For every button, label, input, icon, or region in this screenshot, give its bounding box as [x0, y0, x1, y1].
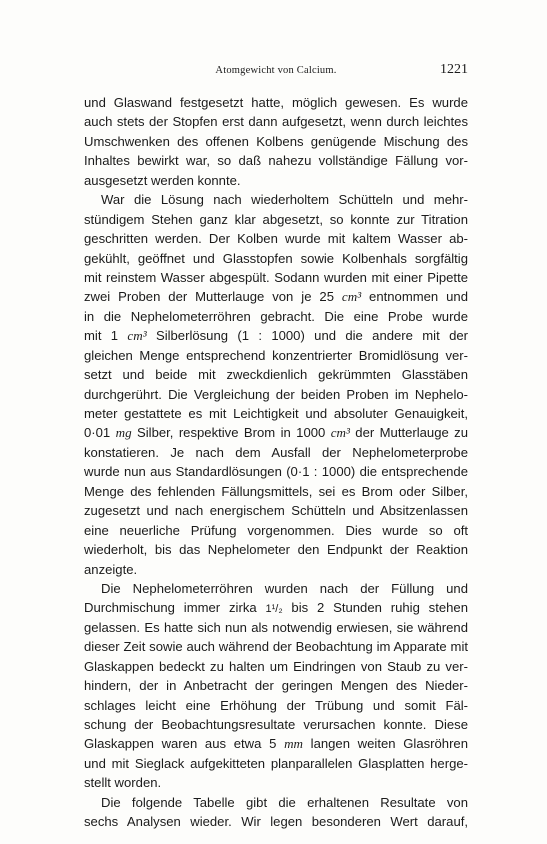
- text-line: setzt und beide mit zweckdienlich gekrümmten Glasstäben: [84, 367, 468, 383]
- text-line: Menge des fehlenden Fällungsmittels, sei es Brom oder Silber,: [84, 483, 468, 499]
- text-line: gleichen Menge entsprechend konzentrierter Bromidlösung ver-: [84, 347, 468, 363]
- text-line: und Glaswand festgesetzt hatte, möglich gewesen. Es wurde: [84, 95, 468, 110]
- text-line: mit 1 cm³ Silberlösung (1 : 1000) und die andere mit der: [84, 328, 468, 344]
- text-line: durchgerührt. Die Vergleichung der beiden Proben im Nephelo-: [84, 386, 468, 402]
- text-line: zwei Proben der Mutterlauge von je 25 cm³ entnommen und: [84, 289, 468, 305]
- text-line: geschritten werden. Der Kolben wurde mit kaltem Wasser ab-: [84, 231, 468, 247]
- text-line: sechs Analysen wieder. Wir legen besonderen Wert darauf,: [84, 814, 468, 830]
- page-header: [84, 62, 468, 80]
- text-line: gekühlt, geöffnet und Glasstopfen sowie Kolbenhals sorgfältig: [84, 250, 468, 266]
- body-text: [84, 93, 468, 832]
- text-line: Durchmischung immer zirka 1¹/₂ bis 2 Stunden ruhig stehen: [84, 600, 469, 616]
- text-line: anzeigte.: [84, 561, 138, 577]
- text-line: hindern, der in Anbetracht der geringen Mengen des Nieder-: [84, 678, 468, 694]
- text-line: stellt worden.: [84, 775, 162, 791]
- text-line: Glaskappen bedeckt zu halten um Eindringen von Staub zu ver-: [84, 658, 468, 674]
- text-line: schlages leicht eine Erhöhung der Trübung und somit Fäl-: [84, 697, 468, 713]
- text-line: wurde nun aus Standardlösungen (0·1 : 1000) die entsprechende: [84, 464, 468, 480]
- text-line: Die Nephelometerröhren wurden nach der Füllung und: [101, 580, 468, 596]
- text-line: gelassen. Es hatte sich nun als notwendig erwiesen, sie während: [84, 619, 468, 635]
- running-title: Atomgewicht von Calcium.: [215, 65, 337, 76]
- text-line: eine neuerliche Prüfung vorgenommen. Dies wurde so oft: [84, 522, 468, 538]
- text-line: schung der Beobachtungsresultate verursachen konnte. Diese: [84, 717, 468, 732]
- text-line: stündigem Stehen ganz klar abgesetzt, so konnte zur Titration: [84, 211, 468, 227]
- text-line: auch stets der Stopfen erst dann aufgesetzt, wenn durch leichtes: [84, 114, 468, 130]
- text-line: konstatieren. Je nach dem Ausfall der Nephelometerprobe: [84, 444, 468, 460]
- text-line: Die folgende Tabelle gibt die erhaltenen Resultate von: [101, 794, 468, 810]
- text-line: meter gestattete es mit Leichtigkeit und absoluter Genauigkeit,: [84, 406, 468, 421]
- text-line: ausgesetzt werden konnte.: [84, 172, 241, 188]
- text-line: und mit Sieglack aufgekitteten planparallelen Glasplatten herge-: [84, 755, 468, 771]
- text-line: Umschwenken des offenen Kolbens genügende Mischung des: [84, 133, 468, 149]
- text-line: War die Lösung nach wiederholtem Schütteln und mehr-: [101, 192, 468, 208]
- text-line: Glaskappen waren aus etwa 5 mm langen weiten Glasröhren: [84, 736, 468, 752]
- text-line: wiederholt, bis das Nephelometer den Endpunkt der Reaktion: [84, 542, 468, 558]
- text-line: dieser Zeit sowie auch während der Beobachtung im Apparate mit: [84, 639, 468, 655]
- text-line: Inhaltes bewirkt war, so daß nahezu vollständige Fällung vor-: [84, 153, 468, 169]
- page-number: 1221: [440, 62, 468, 77]
- text-line: zugesetzt und nach energischem Schütteln und Absitzenlassen: [84, 503, 468, 519]
- text-line: 0·01 mg Silber, respektive Brom in 1000 cm³ der Mutterlauge zu: [84, 425, 469, 441]
- text-line: mit reinstem Wasser abgespült. Sodann wurden mit einer Pipette: [84, 269, 468, 285]
- text-line: in die Nephelometerröhren gebracht. Die eine Probe wurde: [84, 308, 468, 324]
